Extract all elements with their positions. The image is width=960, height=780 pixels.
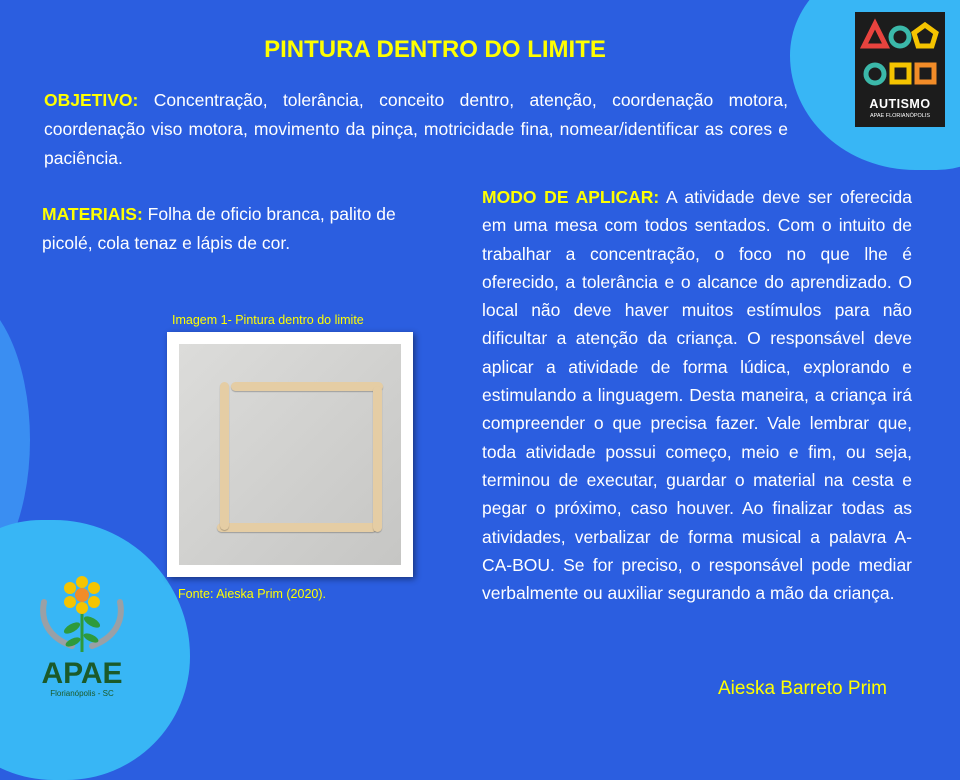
materiais-paragraph [42, 200, 412, 258]
objetivo-label: OBJETIVO: [44, 90, 139, 110]
modo-text: A atividade deve ser oferecida em uma mesa com todos sentados. Com o intuito de trabalhar a concentração, o foco no que lhe é oferecido, a tolerância e o alcance do aprendizado. O local não deve haver muitos estímulos para não dificultar a atenção da criança. O responsável deve aplicar a atividade de forma lúdica, explorando e estimulando a linguagem. Desta maneira, a criança irá compreender o que precisa fazer. Vale lembrar que, toda atividade possui começo, meio e fim, ou seja, terminou de executar, guardar o material na cesta e pegar o próximo, caso houver. Ao finalizar todas as atividades, verbalizar de forma musical a palavra A-CA-BOU. Se for preciso, o responsável pode mediar verbalmente ou auxiliar segurando a mão da criança. [482, 187, 912, 604]
activity-photo [167, 332, 413, 577]
apae-logo-name: APAE [41, 657, 123, 690]
materiais-label: MATERIAIS: [42, 204, 143, 224]
objetivo-text: Concentração, tolerância, conceito dentro, atenção, coordenação motora, coordenação viso motora, movimento da pinça, motricidade fina, nomear/identificar as cores e paciência. [44, 90, 788, 168]
apae-logo-subtitle: Florianópolis - SC [50, 689, 114, 698]
modo-label: MODO DE APLICAR: [482, 187, 660, 207]
autismo-logo [855, 12, 945, 127]
autismo-logo-name: AUTISMO [869, 97, 931, 111]
modo-paragraph [482, 183, 912, 607]
popsicle-stick-bottom [217, 523, 377, 532]
autismo-logo-subtitle: APAE FLORIANÓPOLIS [869, 113, 931, 119]
flower-hands-icon [22, 572, 142, 660]
objetivo-paragraph [44, 86, 788, 173]
apae-logo [22, 572, 142, 712]
page-title: PINTURA DENTRO DO LIMITE [264, 36, 606, 63]
popsicle-stick-right [373, 386, 382, 532]
figure-source: Fonte: Aieska Prim (2020). [178, 587, 326, 601]
author-name: Aieska Barreto Prim [718, 678, 887, 699]
figure-caption: Imagem 1- Pintura dentro do limite [172, 313, 364, 327]
photo-paper-surface [179, 344, 401, 565]
materiais-text: Folha de oficio branca, palito de picolé, cola tenaz e lápis de cor. [42, 204, 396, 253]
popsicle-stick-left [220, 382, 229, 530]
popsicle-stick-top [231, 382, 383, 391]
